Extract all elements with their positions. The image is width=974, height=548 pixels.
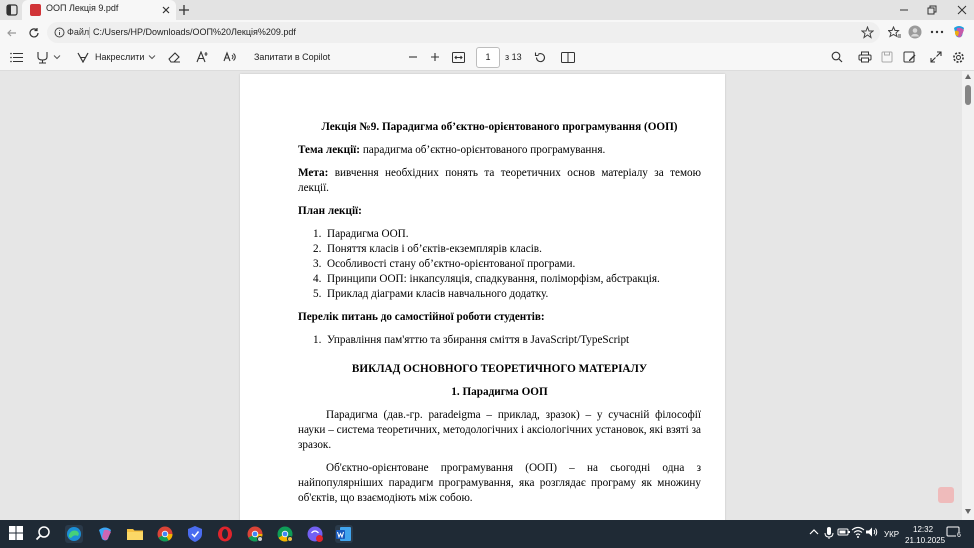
list-item bbox=[313, 287, 701, 302]
document-title: Лекція №9. Парадигма об’єктно-орієнтованого програмування (ООП) bbox=[321, 121, 678, 133]
list-number: 2. bbox=[313, 243, 322, 255]
chrome-icon[interactable] bbox=[156, 525, 174, 543]
opera-icon[interactable] bbox=[216, 525, 234, 543]
list-item bbox=[313, 272, 701, 287]
ask-copilot-button[interactable]: Запитати в Copilot bbox=[254, 52, 331, 62]
section-heading: ВИКЛАД ОСНОВНОГО ТЕОРЕТИЧНОГО МАТЕРІАЛУ bbox=[351, 363, 648, 375]
chrome-profile-2-icon[interactable] bbox=[276, 525, 294, 543]
taskbar bbox=[0, 520, 974, 548]
vertical-scrollbar[interactable] bbox=[962, 71, 974, 520]
fit-to-width-icon[interactable] bbox=[450, 49, 466, 65]
paragraph-paradigm: Парадигма (дав.-гр. paradeigma – приклад, зразок) – у сучасній філософії науки – система теоретичних, методологічних і аксіологічних установок, які взяті за зразок. bbox=[298, 409, 701, 451]
list-item-text: Приклад діаграми класів навчального додатку. bbox=[327, 288, 549, 300]
adobe-acrobat-icon[interactable] bbox=[938, 487, 954, 503]
save-icon[interactable] bbox=[879, 49, 895, 65]
selfwork-list bbox=[298, 333, 701, 348]
subsection-heading: 1. Парадигма ООП bbox=[451, 386, 548, 398]
page-number-input[interactable]: 1 bbox=[476, 47, 500, 68]
chrome-profile-icon[interactable] bbox=[246, 525, 264, 543]
address-bar[interactable] bbox=[47, 22, 880, 43]
list-item-text: Особливості стану об’єктно-орієнтованої програми. bbox=[327, 258, 576, 270]
clock-date[interactable]: 21.10.2025 bbox=[905, 536, 946, 545]
notifications-icon[interactable] bbox=[946, 526, 962, 542]
list-item-text: Принципи ООП: інкапсуляція, спадкування, поліморфізм, абстракція. bbox=[327, 273, 660, 285]
input-language[interactable]: УКР bbox=[884, 530, 900, 539]
close-window-icon[interactable] bbox=[954, 2, 970, 18]
close-tab-icon[interactable] bbox=[160, 4, 172, 16]
plan-list bbox=[298, 227, 701, 302]
edge-browser-icon[interactable] bbox=[65, 525, 83, 543]
list-item bbox=[313, 227, 701, 242]
tab-actions-icon[interactable] bbox=[4, 2, 20, 18]
list-item bbox=[313, 333, 701, 348]
address-url[interactable]: C:/Users/HP/Downloads/ООП%20Лекція%209.pdf bbox=[93, 27, 296, 37]
list-item-text: Парадигма ООП. bbox=[327, 228, 409, 240]
minimize-icon[interactable] bbox=[896, 2, 912, 18]
document-content bbox=[298, 120, 701, 506]
selfwork-heading: Перелік питань до самостійної роботи студентів: bbox=[298, 311, 545, 323]
settings-gear-icon[interactable] bbox=[950, 49, 966, 65]
windows-start-icon[interactable] bbox=[8, 525, 26, 543]
clock-time[interactable]: 12:32 bbox=[913, 525, 934, 534]
goal-text: вивчення необхідних понять та теоретичних основ матеріалу за темою лекції. bbox=[298, 167, 701, 194]
favorite-star-icon[interactable] bbox=[861, 26, 874, 39]
list-number: 3. bbox=[313, 258, 322, 270]
volume-icon[interactable] bbox=[865, 526, 879, 540]
scrollbar-thumb[interactable] bbox=[965, 85, 971, 105]
rotate-icon[interactable] bbox=[532, 49, 548, 65]
draw-chevron-down-icon[interactable] bbox=[147, 49, 157, 65]
print-icon[interactable] bbox=[856, 49, 874, 65]
restore-icon[interactable] bbox=[924, 2, 940, 18]
list-number: 1. bbox=[313, 228, 322, 240]
scroll-down-icon[interactable] bbox=[965, 509, 971, 514]
list-item-text: Управління пам'яттю та збирання сміття в JavaScript/TypeScript bbox=[327, 334, 630, 346]
messenger-icon[interactable] bbox=[306, 525, 324, 543]
taskbar-search-icon[interactable] bbox=[35, 525, 53, 543]
expand-icon[interactable] bbox=[928, 49, 944, 65]
tab-pdf-document[interactable] bbox=[22, 0, 176, 20]
refresh-icon[interactable] bbox=[26, 25, 42, 41]
eraser-icon[interactable] bbox=[166, 49, 182, 65]
profile-avatar-icon[interactable] bbox=[907, 24, 923, 40]
list-item bbox=[313, 242, 701, 257]
contents-list-icon[interactable] bbox=[8, 49, 24, 65]
pdf-toolbar bbox=[0, 45, 974, 71]
list-number: 1. bbox=[313, 334, 322, 346]
scroll-up-icon[interactable] bbox=[965, 74, 971, 79]
address-scheme-label: Файл bbox=[67, 27, 90, 37]
highlight-chevron-down-icon[interactable] bbox=[52, 49, 62, 65]
read-aloud-icon[interactable] bbox=[221, 49, 239, 65]
microphone-icon[interactable] bbox=[823, 526, 837, 540]
info-icon[interactable] bbox=[54, 27, 65, 38]
paragraph-oop: Об'єктно-орієнтоване програмування (ООП) – на сьогодні одна з найпопулярніших парадигм програмування, яка розглядає програму як множину об'єктів, що взаємодіють між собою. bbox=[298, 462, 701, 504]
save-as-icon[interactable] bbox=[901, 49, 917, 65]
search-icon[interactable] bbox=[829, 49, 845, 65]
notification-count: 6 bbox=[957, 532, 961, 539]
wifi-icon[interactable] bbox=[851, 526, 865, 540]
word-icon[interactable] bbox=[335, 525, 353, 543]
battery-icon[interactable] bbox=[837, 526, 851, 540]
pdf-page bbox=[240, 74, 725, 520]
pdf-viewport[interactable] bbox=[0, 71, 962, 520]
file-explorer-icon[interactable] bbox=[126, 525, 144, 543]
show-hidden-icons-chevron-icon[interactable] bbox=[808, 526, 822, 540]
tab-title: ООП Лекція 9.pdf bbox=[46, 3, 119, 13]
goal-line bbox=[298, 166, 701, 196]
topic-text: парадигма об’єктно-орієнтованого програмування. bbox=[360, 144, 606, 156]
address-separator bbox=[89, 27, 90, 38]
highlight-icon[interactable] bbox=[34, 49, 50, 65]
page-total-label: з 13 bbox=[505, 52, 522, 62]
new-tab-plus-icon[interactable] bbox=[177, 3, 191, 17]
tab-strip bbox=[0, 0, 974, 20]
text-format-icon[interactable] bbox=[194, 49, 210, 65]
copilot-taskbar-icon[interactable] bbox=[96, 525, 114, 543]
pdf-file-icon bbox=[30, 4, 41, 16]
list-item bbox=[313, 257, 701, 272]
zoom-out-icon[interactable] bbox=[406, 49, 420, 65]
draw-pen-icon[interactable] bbox=[76, 49, 90, 65]
draw-label[interactable]: Накреслити bbox=[95, 52, 145, 62]
plan-heading: План лекції: bbox=[298, 205, 362, 217]
topic-label: Тема лекції: bbox=[298, 144, 361, 156]
page-view-icon[interactable] bbox=[559, 49, 577, 65]
zoom-in-icon[interactable] bbox=[428, 49, 442, 65]
favorites-icon[interactable] bbox=[886, 24, 902, 40]
goal-label: Мета: bbox=[298, 167, 329, 179]
list-number: 4. bbox=[313, 273, 322, 285]
topic-line bbox=[298, 143, 701, 158]
back-arrow-icon[interactable] bbox=[4, 25, 20, 41]
list-item-text: Поняття класів і об’єктів-екземплярів класів. bbox=[327, 243, 542, 255]
address-row bbox=[0, 20, 974, 45]
more-options-icon[interactable] bbox=[929, 24, 945, 40]
app-shield-icon[interactable] bbox=[186, 525, 204, 543]
copilot-icon[interactable] bbox=[951, 24, 967, 40]
list-number: 5. bbox=[313, 288, 322, 300]
